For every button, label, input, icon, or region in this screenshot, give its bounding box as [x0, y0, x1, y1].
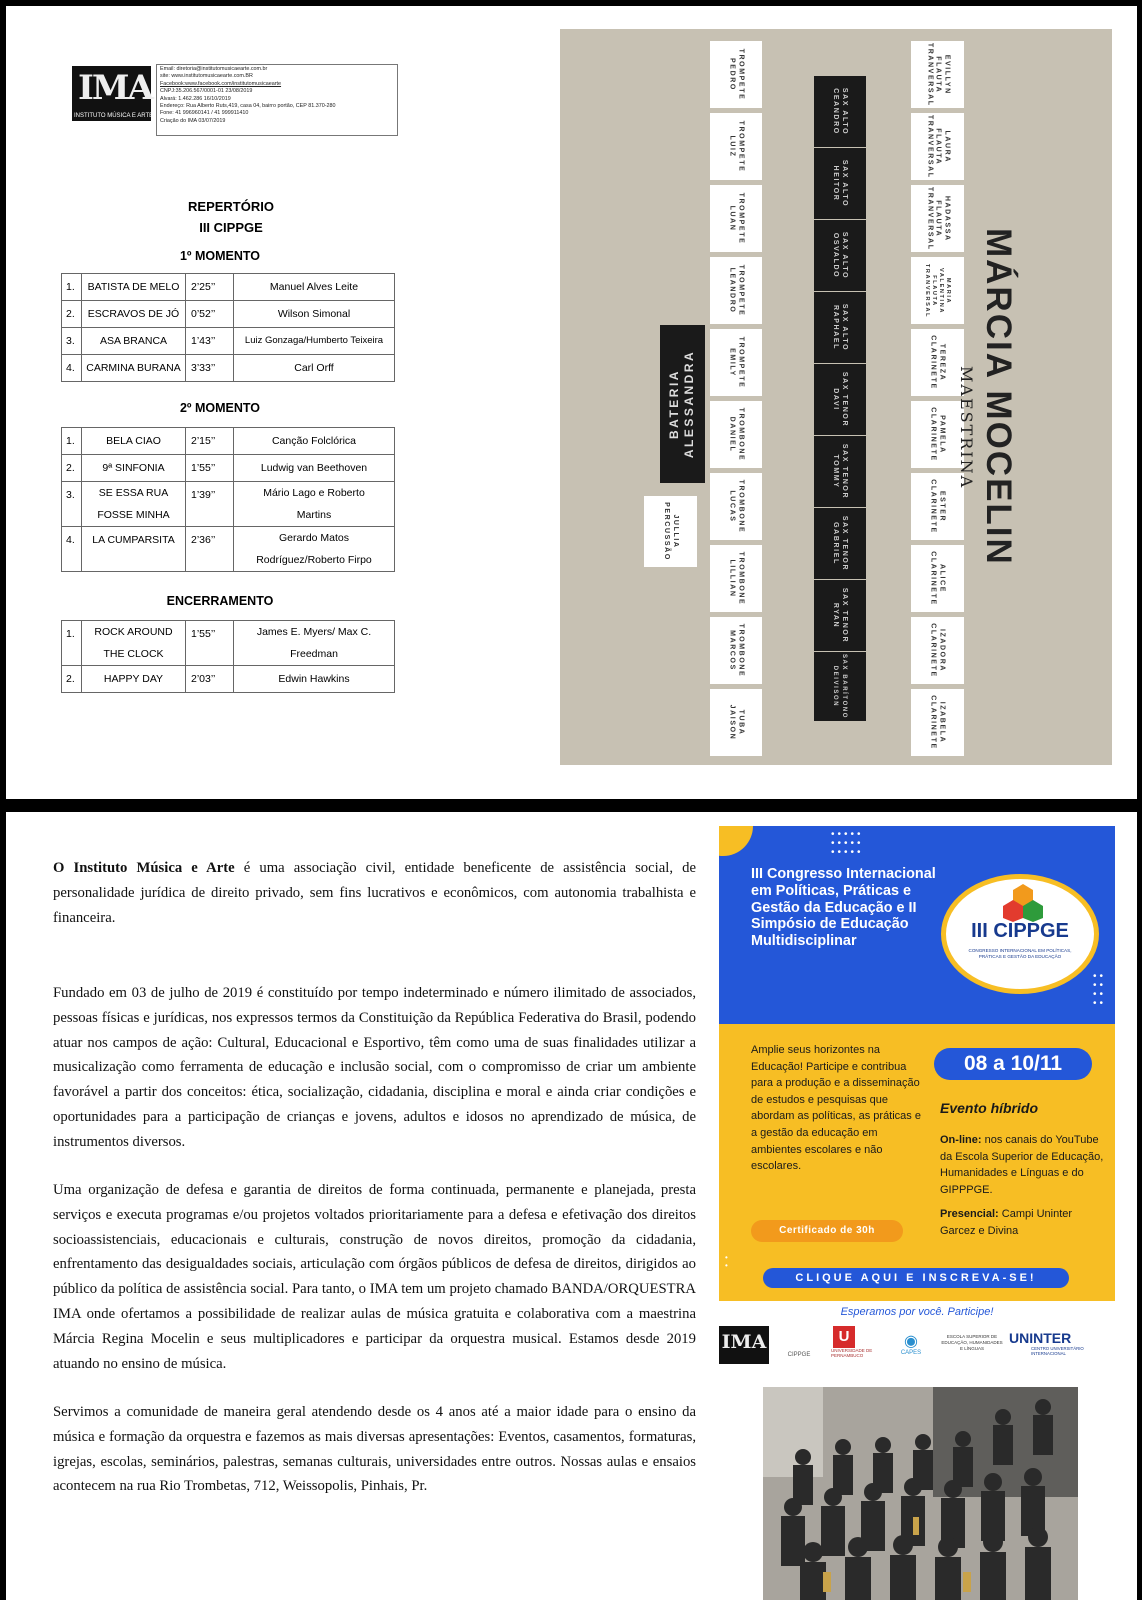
poster-dots-right: •• •• •• •• — [1093, 971, 1107, 1009]
seat-sax-tenor-tommy — [814, 436, 866, 507]
seat-label: TROMPETE LEANDRO — [728, 264, 745, 317]
song-title: ESCRAVOS DE JÓ — [82, 301, 186, 328]
certificate-badge: Certificado de 30h — [751, 1220, 903, 1242]
contact-facebook[interactable]: Facebook:www.facebook.com/institutomusicaearte — [160, 80, 282, 87]
seat-label: ESTER CLARINETE — [930, 479, 946, 534]
maestrina-name: MÁRCIA MOCELIN — [979, 228, 1018, 566]
table-row — [62, 355, 395, 382]
song-duration: 1’55’’ — [186, 455, 234, 482]
song-composer: Wilson Simonal — [234, 301, 395, 328]
seat-label: IZABELA CLARINETE — [930, 695, 946, 750]
seat-label: JULLIA PERCUSSÃO — [663, 502, 679, 561]
presencial-label: Presencial: — [940, 1208, 999, 1220]
song-title: 9ª SINFONIA — [82, 455, 186, 482]
online-label: On-line: — [940, 1134, 982, 1146]
online-text: nos canais do YouTube da Escola Superior de Educação, Humanidades e Línguas e do GIPPPGE. — [940, 1134, 1104, 1196]
seat-label: EVILLYN FLAUTA TRANVERSAL — [926, 42, 951, 107]
seat-trombone-marcos — [710, 617, 762, 684]
contact-cnpj: CNPJ:35.206.567/0001-01 23/08/2019 — [160, 88, 253, 95]
about-intro-rest: é uma associação civil, entidade beneficente de assistência social, de personalidade jurídica de direito privado, sem fins lucrativos e econômicos, com autonomia trabalhista e financeira. — [53, 860, 696, 926]
seat-label: PAMELA CLARINETE — [930, 407, 946, 462]
song-composer: Gerardo Matos Rodríguez/Roberto Firpo — [234, 527, 395, 572]
song-duration: 2’15’’ — [186, 428, 234, 455]
about-paragraph-3: Uma organização de defesa e garantia de direitos de forma continuada, permanente e planejada, presta serviços e executa programas e/ou projetos voltados prioritariamente para a defesa e efetivação dos direitos socioassistenciais, educacionais e culturais, construção de novos direitos, promoção da cidadania, enfrentamento das desigualdades sociais, articulação com órgãos públicos de defesa de direitos, dirigidos ao público da política de assistência social. Para tanto, o IMA tem um projeto chamado BANDA/ORQUESTRA IMA onde ofertamos a possibilidade de realizar aulas de música gratuita e colaborativa com a maestrina Márcia Regina Mocelin e seus multiplicadores e participar da orquestra musical. Estamos desde 2019 atuando no ensino de música. — [53, 1182, 696, 1372]
capes-sponsor-logo — [891, 1334, 931, 1356]
poster-tagline: Esperamos por você. Participe! — [840, 1306, 994, 1318]
seat-trompete-pedro — [710, 41, 762, 108]
seat-trompete-emily — [710, 329, 762, 396]
song-duration: 3’33’’ — [186, 355, 234, 382]
song-composer: Edwin Hawkins — [234, 666, 395, 693]
seat-sax-alto-osvaldo — [814, 220, 866, 291]
upe-logo-mark: U — [833, 1326, 855, 1348]
seat-sax-alto-ceandro — [814, 76, 866, 147]
poster-description: Amplie seus horizontes na Educação! Participe e contribua para a produção e a disseminação de estudos e pesquisas que abordam as políticas, as práticas e a gestão da educação em ambientes escolares e não escolares. — [751, 1044, 921, 1173]
row-number: 1. — [62, 428, 82, 455]
seat-clarinete-izabela — [911, 689, 964, 756]
section-title-2: 2º MOMENTO — [179, 401, 261, 415]
ima-logo-caption: INSTITUTO MÚSICA E ARTE — [74, 113, 154, 119]
song-title: HAPPY DAY — [82, 666, 186, 693]
poster-title: III Congresso Internacional em Políticas, Práticas e Gestão da Educação e II Simpósio de Educação Multidisciplinar — [751, 866, 936, 950]
seat-label: TROMBONE DANIEL — [729, 407, 745, 462]
song-composer: Mário Lago e Roberto Martins — [234, 482, 395, 527]
seat-flauta-evillyn — [911, 41, 964, 108]
seat-trombone-daniel — [710, 401, 762, 468]
cippge-sponsor-text: CIPPGE — [787, 1352, 811, 1358]
seat-sax-tenor-gabriel — [814, 508, 866, 579]
contact-creation-date: Criação do IMA 03/07/2019 — [160, 117, 226, 124]
row-number: 2. — [62, 455, 82, 482]
seat-trompete-leandro — [710, 257, 762, 324]
table-row — [62, 428, 395, 455]
section-title-3: ENCERRAMENTO — [166, 594, 274, 608]
orchestra-group-photo — [763, 1387, 1078, 1600]
ima-sponsor-logo — [719, 1326, 769, 1364]
seat-label: HADASSA FLAUTA TRANVERSAL — [926, 186, 951, 251]
seat-label: ALICE CLARINETE — [930, 551, 946, 606]
escola-superior-logo: ESCOLA SUPERIOR DE EDUCAÇÃO, HUMANIDADES E LÍNGUAS — [941, 1334, 1003, 1351]
repertoire-table-1 — [61, 273, 395, 382]
seat-label: SAX TENOR RYAN — [833, 587, 849, 644]
photo-illustration — [763, 1387, 1078, 1600]
song-duration: 0’52’’ — [186, 301, 234, 328]
about-page — [6, 812, 1137, 1600]
seat-sax-alto-raphael — [814, 292, 866, 363]
seat-label: SAX TENOR GABRIEL — [833, 515, 849, 572]
song-composer: Manuel Alves Leite — [234, 274, 395, 301]
seat-label: TROMBONE LILLIAN — [729, 551, 745, 606]
seat-flauta-maria-valentina — [911, 257, 964, 324]
seat-label: LAURA FLAUTA TRANVERSAL — [926, 114, 951, 179]
row-number: 1. — [62, 621, 82, 666]
capes-sponsor-text: CAPES — [900, 1350, 922, 1356]
song-title: ASA BRANCA — [82, 328, 186, 355]
seat-label: SAX ALTO OSVALDO — [832, 231, 849, 280]
poster-dots-top: ••••• ••••• ••••• — [831, 829, 864, 858]
sponsor-logos — [719, 1324, 1115, 1374]
uninter-logo-text: UNINTER — [1009, 1330, 1072, 1346]
contact-site[interactable]: site: www.institutomusicaearte.com.BR — [160, 73, 253, 80]
row-number: 2. — [62, 666, 82, 693]
seat-label: TEREZA CLARINETE — [930, 335, 946, 390]
seat-trompete-luiz — [710, 113, 762, 180]
song-title: SE ESSA RUA FOSSE MINHA — [82, 482, 186, 527]
table-row — [62, 527, 395, 572]
seat-label: TUBA JAISON — [728, 704, 745, 741]
contact-phone: Fone: 41 996960141 / 41 999911410 — [160, 110, 249, 117]
seat-sax-tenor-davi — [814, 364, 866, 435]
row-number: 4. — [62, 527, 82, 572]
seat-bateria-alessandra — [660, 325, 705, 483]
seat-label: TROMPETE EMILY — [728, 336, 745, 389]
seat-label: TROMBONE MARCOS — [729, 623, 745, 678]
seat-label: BATERIA ALESSANDRA — [667, 349, 697, 459]
seat-sax-alto-heitor — [814, 148, 866, 219]
seat-label: SAX TENOR TOMMY — [833, 443, 849, 500]
about-paragraph-4: Servimos a comunidade de maneira geral atendendo desde os 4 anos até a maior idade para o ensino da música e formação da orquestra e fazemos as mais diversas apresentações: Eventos, casamentos, formaturas, igrejas, escolas, seminários, palestras, semanas culturais, universidades entre outros. Nossas aulas e ensaios acontecem na rua Rio Trombetas, 712, Weissopolis, Pinhais, Pr. — [53, 1404, 696, 1495]
register-button[interactable]: CLIQUE AQUI E INSCREVA-SE! — [763, 1268, 1069, 1288]
song-composer: Ludwig van Beethoven — [234, 455, 395, 482]
seat-label: TROMBONE LUCAS — [729, 479, 745, 534]
song-composer: James E. Myers/ Max C. Freedman — [234, 621, 395, 666]
cippge-logo-title: III CIPPGE — [971, 920, 1069, 942]
row-number: 2. — [62, 301, 82, 328]
seat-label: SAX ALTO CEANDRO — [832, 87, 849, 136]
seat-trompete-luan — [710, 185, 762, 252]
event-presencial-info — [940, 1206, 1110, 1239]
seat-percussao-jullia — [644, 496, 697, 567]
event-type: Evento híbrido — [940, 1100, 1038, 1116]
seat-label: TROMPETE LUAN — [728, 192, 745, 245]
song-duration: 2’25’’ — [186, 274, 234, 301]
seat-trombone-lillian — [710, 545, 762, 612]
event-poster — [719, 826, 1115, 1301]
seat-label: SAX TENOR DAVI — [833, 371, 849, 428]
poster-corner-shape — [719, 826, 753, 856]
contact-alvara: Alvará: 1.462.286 16/10/2019 — [160, 95, 231, 102]
about-intro — [53, 856, 696, 930]
song-composer: Luiz Gonzaga/Humberto Teixeira — [234, 328, 395, 355]
presencial-text: Campi Uninter Garcez e Divina — [940, 1208, 1073, 1237]
repertoire-title: REPERTÓRIO — [188, 199, 274, 214]
cippge-sponsor-logo — [779, 1352, 819, 1358]
repertoire-subtitle: III CIPPGE — [199, 220, 263, 235]
about-paragraph-2: Fundado em 03 de julho de 2019 é constituído por tempo indeterminado e número ilimitado de associados, pessoas físicas e jurídicas, nos expressos termos da Constituição da República Federativa do Brasil, podendo atuar nos campos de ação: Cultural, Educacional e Esportivo, têm como uma de suas finalidades utilizar a musicalização como ferramenta de educação e inclusão social, com o compromisso de criar um ambiente favorável a partir dos conceitos: ética, socialização, cidadania, disciplina e moral e ainda criar condições e oportunidades para a participação de crianças e jovens, adultos e idosos no aprendizado de música, de instrumentos diversos. — [53, 985, 696, 1150]
song-title: BATISTA DE MELO — [82, 274, 186, 301]
repertoire-table-3 — [61, 620, 395, 693]
section-title-1: 1º MOMENTO — [179, 249, 261, 263]
eye-icon: ◉ — [904, 1333, 918, 1350]
seat-flauta-hadassa — [911, 185, 964, 252]
song-duration: 1’39’’ — [186, 482, 234, 527]
seat-flauta-laura — [911, 113, 964, 180]
row-number: 3. — [62, 482, 82, 527]
seat-sax-baritono-deivison — [814, 652, 866, 721]
cippge-logo-subtitle: CONGRESSO INTERNACIONAL EM POLÍTICAS, PRÁTICAS E GESTÃO DA EDUCAÇÃO — [968, 948, 1072, 959]
upe-sponsor-logo — [831, 1326, 883, 1358]
seat-clarinete-alice — [911, 545, 964, 612]
seat-tuba-jaison — [710, 689, 762, 756]
seat-clarinete-izadora — [911, 617, 964, 684]
seat-sax-tenor-ryan — [814, 580, 866, 651]
song-title: ROCK AROUND THE CLOCK — [82, 621, 186, 666]
maestrina-label: MAESTRINA — [957, 366, 976, 490]
table-row — [62, 274, 395, 301]
letterhead — [72, 58, 398, 136]
contact-address: Endereço: Rua Alberto Ruts,419, casa 04, bairro portão, CEP 81.370-280 — [160, 103, 336, 110]
song-duration: 1’43’’ — [186, 328, 234, 355]
upe-logo-caption: UNIVERSIDADE DE PERNAMBUCO — [831, 1348, 873, 1358]
table-row — [62, 482, 395, 527]
table-row — [62, 328, 395, 355]
table-row — [62, 621, 395, 666]
uninter-logo-caption: CENTRO UNIVERSITÁRIO INTERNACIONAL — [1031, 1346, 1084, 1356]
uninter-sponsor-logo — [1009, 1330, 1089, 1356]
ima-sponsor-text: IMA — [721, 1331, 767, 1353]
row-number: 3. — [62, 328, 82, 355]
about-intro-bold: O Instituto Música e Arte — [53, 860, 235, 876]
table-row — [62, 666, 395, 693]
table-row — [62, 455, 395, 482]
contact-email[interactable]: Email: diretoria@institutomusicaearte.com.br — [160, 66, 268, 72]
repertoire-table-2 — [61, 427, 395, 572]
contact-info-box — [156, 64, 398, 136]
song-title: CARMINA BURANA — [82, 355, 186, 382]
row-number: 4. — [62, 355, 82, 382]
table-row — [62, 301, 395, 328]
song-duration: 2’03’’ — [186, 666, 234, 693]
song-composer: Canção Folclórica — [234, 428, 395, 455]
song-title: LA CUMPARSITA — [82, 527, 186, 572]
seat-label: TROMPETE LUIZ — [728, 120, 745, 173]
seat-trombone-lucas — [710, 473, 762, 540]
program-page — [6, 6, 1137, 799]
ima-logo-mark: IMA — [78, 68, 152, 108]
row-number: 1. — [62, 274, 82, 301]
seat-label: SAX BARÍTONO DEIVISON — [833, 653, 848, 720]
poster-dots-left: • • — [725, 1253, 731, 1270]
event-dates: 08 a 10/11 — [934, 1048, 1092, 1080]
cippge-hexagon-icon — [995, 882, 1051, 922]
song-duration: 1’55’’ — [186, 621, 234, 666]
event-online-info — [940, 1132, 1110, 1198]
seat-label: SAX ALTO HEITOR — [832, 159, 849, 208]
seat-label: MARIA VALENTINA FLAUTA TRANVERSAL — [924, 263, 952, 318]
seat-label: SAX ALTO RAPHAEL — [832, 303, 849, 352]
song-composer: Carl Orff — [234, 355, 395, 382]
ima-logo — [72, 66, 154, 121]
seat-label: IZADORA CLARINETE — [930, 623, 946, 678]
seat-label: TROMPETE PEDRO — [728, 48, 745, 101]
repertoire-heading — [156, 196, 306, 238]
song-title: BELA CIAO — [82, 428, 186, 455]
song-duration: 2’36’’ — [186, 527, 234, 572]
